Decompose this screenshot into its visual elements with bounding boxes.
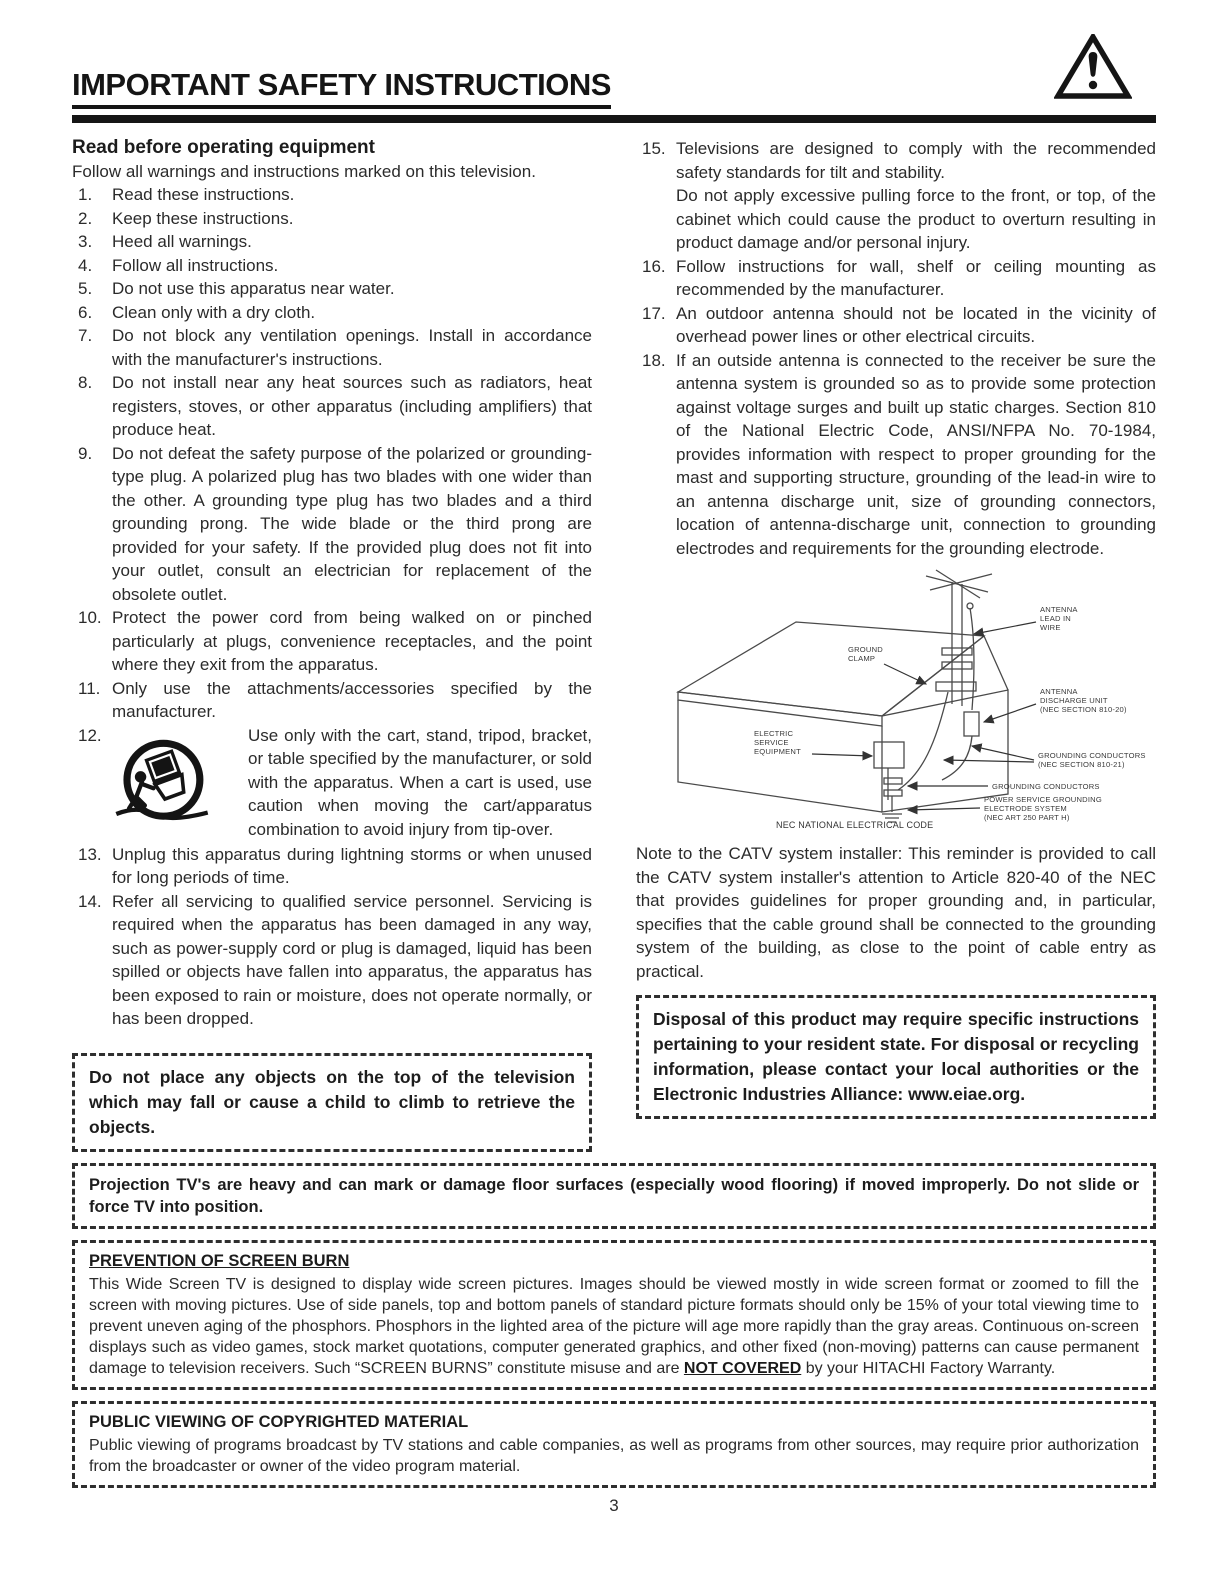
list-item-15: 15. Televisions are designed to comply with the recommended safety standards for tilt and stability. Do not apply excessive pulling force to the front, or top, of the cabinet which could cause the product to overturn resulting in product damage and/or personal injury. xyxy=(642,139,1156,252)
svg-text:(NEC SECTION 810-20): (NEC SECTION 810-20) xyxy=(1040,705,1127,714)
list-item-12: 12. Use only with the cart, stand, tripod, bracket, or table specified by the manufacturer, or sold with the apparatus. When a cart is used, use caution when moving the cart/apparatus combination to avoid injury from tip-over. xyxy=(78,725,592,839)
page-title: IMPORTANT SAFETY INSTRUCTIONS xyxy=(72,69,611,109)
title-rule xyxy=(72,115,1156,123)
diagram-label-antenna-lead-in: ANTENNA xyxy=(1040,605,1078,614)
public-viewing-text: Public viewing of programs broadcast by TV stations and cable companies, as well as programs from other sources, may require prior authorization from the broadcaster or owner of the video program material. xyxy=(89,1436,1139,1475)
warning-triangle-icon xyxy=(1054,34,1132,105)
projection-warning-box: Projection TV's are heavy and can mark or damage floor surfaces (especially wood flooring) if moved improperly. Do not slide or force TV into position. xyxy=(72,1163,1156,1229)
svg-text:LEAD IN: LEAD IN xyxy=(1040,614,1071,623)
screen-burn-box xyxy=(72,1240,1156,1390)
svg-text:(NEC SECTION 810-21): (NEC SECTION 810-21) xyxy=(1038,760,1125,769)
svg-text:DISCHARGE UNIT: DISCHARGE UNIT xyxy=(1040,696,1108,705)
disposal-box: Disposal of this product may require specific instructions pertaining to your resident state. For disposal or recycling information, please contact your local authorities or the Electronic Industries Alliance: www.eiae.org. xyxy=(636,995,1156,1119)
svg-text:ELECTRODE SYSTEM: ELECTRODE SYSTEM xyxy=(984,804,1067,813)
screen-burn-text: This Wide Screen TV is designed to display wide screen pictures. Images should be viewed mostly in wide screen format or zoomed to fill the screen with moving pictures. Use of side panels, top and bottom panels of standard picture formats should only be 15% of your total viewing time to prevent uneven aging of the phosphors. Phosphors in the lighted area of the picture will age more rapidly than the gray areas. Continuous on-screen displays such as video games, stock market quotations, computer generated graphics, and other fixed (non-moving) patterns can cause permanent damage to television receivers. Such “SCREEN BURNS” constitute misuse and are NOT COVERED by your HITACHI Factory Warranty. xyxy=(89,1275,1139,1377)
page-header xyxy=(72,34,1156,123)
list-item-3: 3. Heed all warnings. xyxy=(78,232,252,251)
list-item-14: 14. Refer all servicing to qualified service personnel. Servicing is required when the apparatus has been damaged in any way, such as power-supply cord or plug is damaged, liquid has been spilled or objects have fallen into apparatus, the apparatus has been exposed to rain or moisture, does not operate normally, or has been dropped. xyxy=(78,891,592,1028)
diagram-label-electric-service: ELECTRIC xyxy=(754,729,794,738)
page-number: 3 xyxy=(609,1495,619,1515)
list-item-11: 11. Only use the attachments/accessories specified by the manufacturer. xyxy=(78,678,592,721)
tip-over-icon xyxy=(112,727,212,841)
intro-text: Follow all warnings and instructions marked on this television. xyxy=(72,162,536,181)
list-item-1: 1. Read these instructions. xyxy=(78,185,295,204)
catv-note: Note to the CATV system installer: This reminder is provided to call the CATV system installer's attention to Article 820-40 of the NEC that provides guidelines for proper grounding and, in particular, specifies that the cable ground shall be connected to the grounding system of the building, as close to the point of cable entry as practical. xyxy=(636,844,1156,981)
diagram-label-power-service: POWER SERVICE GROUNDING xyxy=(984,795,1102,804)
diagram-label-ground-clamp: GROUND xyxy=(848,645,883,654)
list-item-7: 7. Do not block any ventilation openings. Install in accordance with the manufacturer's instructions. xyxy=(78,326,592,369)
list-item-9: 9. Do not defeat the safety purpose of the polarized or grounding-type plug. A polarized plug has two blades with one wider than the other. A grounding type plug has two blades and a third grounding prong. The wide blade or the third prong are provided for your safety. If the provided plug does not fit into your outlet, consult an electrician for replacement of the obsolete outlet. xyxy=(78,443,592,604)
svg-text:WIRE: WIRE xyxy=(1040,623,1061,632)
diagram-caption: NEC NATIONAL ELECTRICAL CODE xyxy=(776,820,934,830)
list-item-8: 8. Do not install near any heat sources such as radiators, heat registers, stoves, or other apparatus (including amplifiers) that produce heat. xyxy=(78,373,592,439)
diagram-label-grounding-conductors-2: GROUNDING CONDUCTORS xyxy=(992,782,1100,791)
objects-warning-box: Do not place any objects on the top of the television which may fall or cause a child to climb to retrieve the objects. xyxy=(72,1053,592,1152)
screen-burn-heading: PREVENTION OF SCREEN BURN xyxy=(89,1251,350,1270)
public-viewing-heading: PUBLIC VIEWING OF COPYRIGHTED MATERIAL xyxy=(89,1412,469,1431)
not-covered-emphasis: NOT COVERED xyxy=(683,1359,802,1377)
svg-text:EQUIPMENT: EQUIPMENT xyxy=(754,747,801,756)
list-item-17: 17. An outdoor antenna should not be located in the vicinity of overhead power lines or other electrical circuits. xyxy=(642,303,1156,346)
svg-text:SERVICE: SERVICE xyxy=(754,738,789,747)
list-item-13: 13. Unplug this apparatus during lightning storms or when unused for long periods of time. xyxy=(78,844,592,887)
list-item-6: 6. Clean only with a dry cloth. xyxy=(78,302,316,322)
right-column xyxy=(636,137,1156,1152)
list-item-18: 18. If an outside antenna is connected to the receiver be sure the antenna system is grounded so as to provide some protection against voltage surges and built up static charges. Section 810 of the National Electric Code, ANSI/NFPA No. 70-1984, provides information with respect to proper grounding for the mast and supporting structure, grounding of the lead-in wire to an antenna discharge unit, size of grounding connectors, location of antenna-discharge unit, connection to grounding electrodes and requirements for the grounding electrode. xyxy=(642,350,1156,558)
list-item-16: 16. Follow instructions for wall, shelf or ceiling mounting as recommended by the manufacturer. xyxy=(642,256,1156,299)
list-item-4: 4. Follow all instructions. xyxy=(78,255,279,275)
left-column xyxy=(72,137,592,1152)
public-viewing-box xyxy=(72,1401,1156,1488)
list-item-5: 5. Do not use this apparatus near water. xyxy=(78,279,395,298)
list-item-10: 10. Protect the power cord from being walked on or pinched particularly at plugs, convenience receptacles, and the point where they exit from the apparatus. xyxy=(78,608,592,674)
section-heading: Read before operating equipment xyxy=(72,137,375,158)
grounding-diagram xyxy=(636,564,1156,832)
diagram-label-grounding-conductors-1: GROUNDING CONDUCTORS xyxy=(1038,751,1146,760)
svg-text:CLAMP: CLAMP xyxy=(848,654,876,663)
diagram-label-discharge-unit: ANTENNA xyxy=(1040,687,1078,696)
list-item-2: 2. Keep these instructions. xyxy=(78,208,294,228)
svg-text:(NEC ART 250 PART H): (NEC ART 250 PART H) xyxy=(984,813,1070,822)
